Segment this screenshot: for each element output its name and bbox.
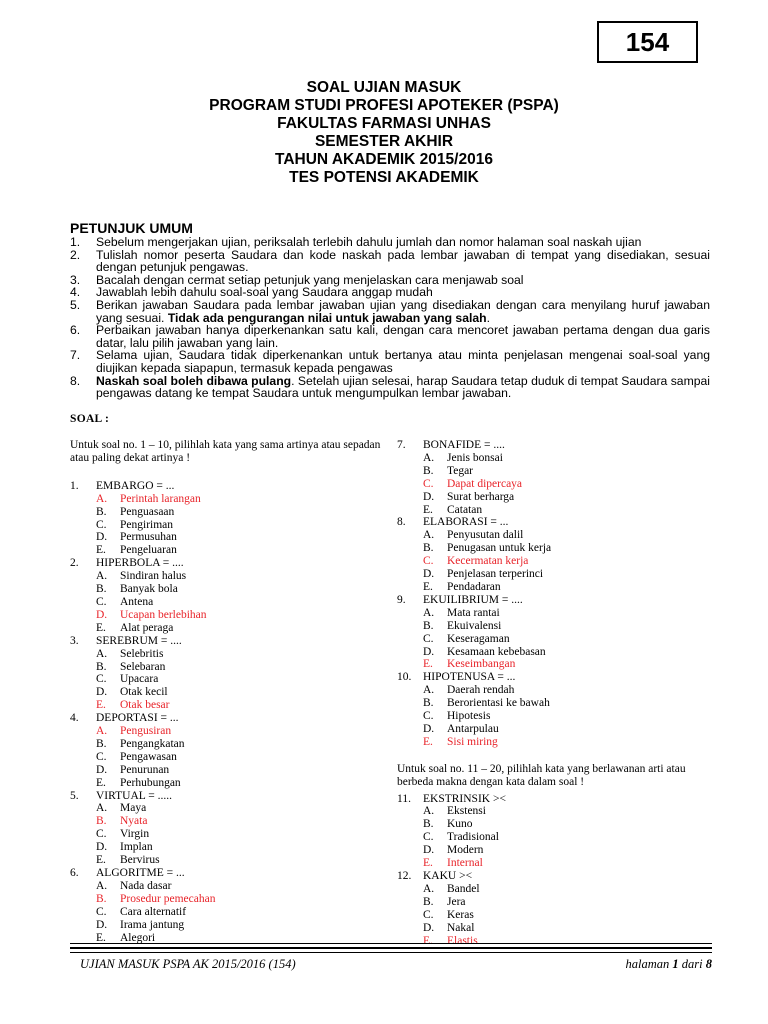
option <box>397 568 715 581</box>
option <box>397 844 715 857</box>
instruction-11-20: Untuk soal no. 11 – 20, pilihlah kata yang berlawanan arti atau berbeda makna dengan kata dalam soal ! <box>397 762 686 788</box>
option-text: Alegori <box>120 931 156 944</box>
petunjuk-number: 4. <box>70 285 81 300</box>
question-text: BONAFIDE = .... <box>423 439 505 451</box>
footer-page-number <box>626 957 712 972</box>
petunjuk-item <box>70 299 710 324</box>
question-stem <box>397 671 715 684</box>
page-prefix: halaman <box>625 957 673 971</box>
petunjuk-text <box>96 299 710 324</box>
option-text: Otak kecil <box>120 686 168 699</box>
petunjuk-text-tail: . <box>486 310 490 325</box>
question-number: 4. <box>70 712 79 725</box>
option-text: Internal <box>447 857 483 870</box>
option-letter: D. <box>96 686 108 699</box>
option-text: Virgin <box>120 828 150 841</box>
option <box>70 777 388 790</box>
answer-option <box>70 815 388 828</box>
question-stem <box>70 790 388 803</box>
question-number: 8. <box>397 516 406 529</box>
option-letter: A. <box>423 606 435 619</box>
petunjuk-number: 3. <box>70 272 81 287</box>
question-text: EKSTRINSIK >< <box>423 792 506 805</box>
option <box>70 531 388 544</box>
petunjuk-item <box>70 249 710 274</box>
option-letter: E. <box>96 699 106 712</box>
option <box>397 633 715 646</box>
option-letter: B. <box>423 542 434 555</box>
option-letter: C. <box>96 518 107 531</box>
option-letter: D. <box>423 921 435 934</box>
option <box>397 452 715 465</box>
option-text: Maya <box>120 802 147 815</box>
option <box>70 583 388 596</box>
option-text: Penyusutan dalil <box>447 529 524 542</box>
option-text: Ucapan berlebihan <box>120 608 207 621</box>
question-text: ALGORITME = ... <box>96 867 185 879</box>
option-letter: E. <box>96 776 106 789</box>
option-text: Kecermatan kerja <box>447 555 529 568</box>
option-text: Banyak bola <box>120 583 178 596</box>
option-text: Surat berharga <box>447 490 515 503</box>
question-stem <box>397 793 715 806</box>
petunjuk-list <box>70 236 710 400</box>
option <box>70 544 388 557</box>
petunjuk-text-bold: Naskah soal boleh dibawa pulang <box>96 373 292 388</box>
question-number: 9. <box>397 593 406 606</box>
answer-option <box>70 893 388 906</box>
option-text: Selebritis <box>120 647 164 660</box>
option-text: Daerah rendah <box>447 684 515 697</box>
option-text: Prosedur pemecahan <box>120 892 216 905</box>
option-letter: C. <box>423 555 434 568</box>
option-letter: B. <box>423 818 434 831</box>
petunjuk-number: 1. <box>70 235 81 249</box>
option-letter: B. <box>423 619 434 632</box>
option-letter: C. <box>423 831 434 844</box>
footer-divider <box>70 948 712 953</box>
petunjuk-text: Perbaikan jawaban hanya diperkenankan satu kali, dengan cara mencoret jawaban pertama dengan dua garis datar, lalu pilih jawaban yang lain. <box>96 323 710 350</box>
option-letter: B. <box>96 660 107 673</box>
option-text: Hipotesis <box>447 710 491 723</box>
option <box>397 818 715 831</box>
option-text: Upacara <box>120 673 159 686</box>
option-letter: D. <box>96 608 108 621</box>
option-text: Ekstensi <box>447 805 486 818</box>
exam-code-box <box>597 21 698 63</box>
question-stem <box>70 867 388 880</box>
option-text: Mata rantai <box>447 606 500 619</box>
answer-option <box>70 493 388 506</box>
question-text: HIPOTENUSA = ... <box>423 671 516 684</box>
option-text: Jenis bonsai <box>447 451 503 464</box>
option <box>70 519 388 532</box>
option-text: Keras <box>447 908 474 921</box>
option-letter: C. <box>423 632 434 645</box>
option-letter: A. <box>423 684 435 697</box>
option <box>397 684 715 697</box>
option-text: Pengawasan <box>120 750 177 763</box>
questions-left-column <box>70 439 388 944</box>
answer-option <box>397 658 715 671</box>
question-text: EMBARGO = ... <box>96 479 175 492</box>
option-letter: A. <box>96 725 108 738</box>
question-text: SEREBRUM = .... <box>96 634 182 647</box>
option <box>70 751 388 764</box>
option-letter: E. <box>423 857 433 870</box>
option <box>397 831 715 844</box>
question-stem <box>397 594 715 607</box>
option-text: Modern <box>447 844 484 857</box>
question-stem <box>70 635 388 648</box>
option-letter: E. <box>423 580 433 593</box>
option <box>397 909 715 922</box>
exam-code: 154 <box>625 26 670 57</box>
option-letter: E. <box>423 658 433 671</box>
title-line: TAHUN AKADEMIK 2015/2016 <box>275 151 493 168</box>
option-letter: B. <box>96 583 107 596</box>
option <box>70 764 388 777</box>
option-letter: B. <box>96 815 107 828</box>
option-text: Penguasaan <box>120 505 175 518</box>
option-text: Keseimbangan <box>447 658 516 671</box>
option-letter: B. <box>96 737 107 750</box>
option-text: Antarpulau <box>447 722 499 735</box>
option-letter: C. <box>96 828 107 841</box>
option-letter: D. <box>423 645 435 658</box>
question-text: VIRTUAL = ..... <box>96 789 172 802</box>
option-text: Ekuivalensi <box>447 619 502 632</box>
option-letter: C. <box>96 905 107 918</box>
option-letter: E. <box>96 931 106 944</box>
question-stem <box>397 870 715 883</box>
option-text: Berorientasi ke bawah <box>447 697 550 710</box>
answer-option <box>397 736 715 749</box>
option <box>397 710 715 723</box>
instruction-1-10: Untuk soal no. 1 – 10, pilihlah kata yang sama artinya atau sepadan atau paling dekat artinya ! <box>70 439 381 464</box>
option-letter: B. <box>423 697 434 710</box>
option <box>397 465 715 478</box>
answer-option <box>397 555 715 568</box>
petunjuk-text <box>96 375 710 400</box>
option-letter: B. <box>96 505 107 518</box>
option-text: Kuno <box>447 818 473 831</box>
option-letter: D. <box>423 490 435 503</box>
question-number: 2. <box>70 557 79 570</box>
petunjuk-text-bold: Tidak ada pengurangan nilai untuk jawaban yang salah <box>164 310 487 325</box>
option <box>70 686 388 699</box>
question-stem <box>70 480 388 493</box>
option-text: Tradisional <box>447 831 499 844</box>
petunjuk-number: 8. <box>70 373 81 388</box>
option-letter: B. <box>96 892 107 905</box>
option-letter: C. <box>423 710 434 723</box>
option <box>70 738 388 751</box>
option-text: Pengiriman <box>120 518 174 531</box>
option-letter: E. <box>96 854 106 867</box>
option-letter: A. <box>423 882 435 895</box>
option-letter: A. <box>96 802 108 815</box>
option <box>70 596 388 609</box>
option-letter: E. <box>96 621 106 634</box>
answer-option <box>70 609 388 622</box>
option-letter: D. <box>423 722 435 735</box>
option <box>397 896 715 909</box>
option-letter: D. <box>96 841 108 854</box>
option-letter: B. <box>423 464 434 477</box>
question-number: 11. <box>397 792 411 805</box>
petunjuk-number: 7. <box>70 348 81 363</box>
option-letter: D. <box>96 531 108 544</box>
option <box>70 506 388 519</box>
option-letter: A. <box>96 492 108 505</box>
option-letter: E. <box>96 544 106 557</box>
option-letter: C. <box>423 477 434 490</box>
option <box>70 906 388 919</box>
question-number: 5. <box>70 789 79 802</box>
petunjuk-heading: PETUNJUK UMUM <box>70 220 193 236</box>
option-text: Irama jantung <box>120 918 185 931</box>
petunjuk-item <box>70 236 710 249</box>
title-line: TES POTENSI AKADEMIK <box>289 169 479 186</box>
option <box>397 607 715 620</box>
option <box>70 880 388 893</box>
option-letter: A. <box>96 647 108 660</box>
option <box>70 854 388 867</box>
petunjuk-number: 2. <box>70 247 81 262</box>
question-text: DEPORTASI = ... <box>96 712 179 725</box>
option-text: Penjelasan terperinci <box>447 568 544 581</box>
option-letter: C. <box>96 595 107 608</box>
option-text: Nada dasar <box>120 879 172 892</box>
option-letter: D. <box>423 844 435 857</box>
option-text: Catatan <box>447 503 483 516</box>
option-letter: C. <box>96 750 107 763</box>
petunjuk-text-main: . Setelah ujian selesai, harap Saudara tetap duduk di tempat Saudara sampai pengawas datang ke tempat Saudara untuk mengumpulkan lembar jawaban. <box>96 373 710 401</box>
answer-option <box>397 857 715 870</box>
petunjuk-text: Jawablah lebih dahulu soal-soal yang Saudara anggap mudah <box>96 285 433 300</box>
option-letter: C. <box>423 908 434 921</box>
option-text: Nyata <box>120 815 148 828</box>
option <box>70 648 388 661</box>
petunjuk-item <box>70 375 710 400</box>
petunjuk-item <box>70 349 710 374</box>
option <box>70 570 388 583</box>
option <box>397 581 715 594</box>
option <box>70 622 388 635</box>
petunjuk-text: Bacalah dengan cermat setiap petunjuk yang menjelaskan cara menjawab soal <box>96 272 524 287</box>
option-letter: A. <box>96 570 108 583</box>
option-text: Cara alternatif <box>120 905 187 918</box>
option-text: Permusuhan <box>120 531 177 544</box>
option-text: Sindiran halus <box>120 570 187 583</box>
question-text: ELABORASI = ... <box>423 516 509 529</box>
question-text: EKUILIBRIUM = .... <box>423 593 523 606</box>
option-letter: A. <box>96 879 108 892</box>
option-text: Tegar <box>447 464 474 477</box>
option-letter: E. <box>423 934 433 947</box>
option-letter: D. <box>423 568 435 581</box>
petunjuk-number: 6. <box>70 323 81 338</box>
option-letter: B. <box>423 895 434 908</box>
option <box>397 805 715 818</box>
option-text: Otak besar <box>120 699 170 712</box>
option <box>397 542 715 555</box>
option <box>70 661 388 674</box>
option-text: Alat peraga <box>120 621 174 634</box>
title-line: SOAL UJIAN MASUK <box>306 79 462 96</box>
option <box>70 802 388 815</box>
option <box>397 646 715 659</box>
title-line: PROGRAM STUDI PROFESI APOTEKER (PSPA) <box>209 97 559 114</box>
option <box>70 828 388 841</box>
option <box>397 922 715 935</box>
option-text: Jera <box>447 895 466 908</box>
option-text: Penugasan untuk kerja <box>447 542 552 555</box>
option <box>397 723 715 736</box>
question-number: 7. <box>397 439 406 451</box>
petunjuk-text: Tulislah nomor peserta Saudara dan kode naskah pada lembar jawaban di tempat yang disediakan, sesuai dengan petunjuk pengawas. <box>96 247 710 275</box>
petunjuk-item <box>70 324 710 349</box>
option-text: Dapat dipercaya <box>447 477 523 490</box>
title-line: SEMESTER AKHIR <box>314 133 454 150</box>
page-total: 8 <box>705 957 712 971</box>
option <box>397 883 715 896</box>
option <box>397 620 715 633</box>
option <box>397 491 715 504</box>
option-text: Perhubungan <box>120 776 181 789</box>
option-text: Antena <box>120 595 154 608</box>
option-letter: C. <box>96 673 107 686</box>
option-letter: A. <box>423 805 435 818</box>
question-number: 12. <box>397 870 412 882</box>
option-text: Pengangkatan <box>120 737 185 750</box>
petunjuk-number: 5. <box>70 297 81 312</box>
question-stem <box>397 516 715 529</box>
document-title <box>0 79 768 187</box>
option-text: Penurunan <box>120 763 170 776</box>
option-letter: E. <box>423 735 433 748</box>
question-number: 3. <box>70 634 79 647</box>
option-text: Elastis <box>447 934 478 947</box>
title-line: FAKULTAS FARMASI UNHAS <box>277 115 491 132</box>
option-text: Pendadaran <box>447 580 501 593</box>
petunjuk-text-main: Berikan jawaban Saudara pada lembar jawaban ujian yang disediakan dengan cara menyilang huruf jawaban yang sesuai. <box>96 297 710 325</box>
page-current: 1 <box>672 957 679 971</box>
option-letter: A. <box>423 451 435 464</box>
option-letter: D. <box>96 918 108 931</box>
page-mid: dari <box>678 957 706 971</box>
question-text: HIPERBOLA = .... <box>96 557 184 570</box>
soal-heading: SOAL : <box>70 413 110 425</box>
option <box>397 529 715 542</box>
option-text: Implan <box>120 841 153 854</box>
option-text: Nakal <box>447 921 475 934</box>
option-letter: A. <box>423 529 435 542</box>
petunjuk-text: Sebelum mengerjakan ujian, periksalah terlebih dahulu jumlah dan nomor halaman soal naskah ujian <box>96 235 642 249</box>
option-text: Kesamaan kebebasan <box>447 645 546 658</box>
option-text: Keseragaman <box>447 632 510 645</box>
option-letter: E. <box>423 503 433 516</box>
footer-exam-label: UJIAN MASUK PSPA AK 2015/2016 (154) <box>80 957 296 971</box>
question-stem <box>70 557 388 570</box>
option <box>70 673 388 686</box>
questions-right-column <box>397 439 715 947</box>
option-text: Pengeluaran <box>120 544 177 557</box>
option-text: Bandel <box>447 882 480 895</box>
option-text: Pengusiran <box>120 725 172 738</box>
question-number: 6. <box>70 867 79 879</box>
option-letter: D. <box>96 763 108 776</box>
answer-option <box>397 478 715 491</box>
option-text: Perintah larangan <box>120 492 201 505</box>
question-number: 1. <box>70 479 79 492</box>
answer-option <box>70 699 388 712</box>
petunjuk-text: Selama ujian, Saudara tidak diperkenankan untuk bertanya atau minta penjelasan mengenai soal-soal yang diujikan kepada siapapun, termasuk kepada pengawas <box>96 348 710 375</box>
option <box>397 504 715 517</box>
question-stem <box>397 439 715 452</box>
question-text: KAKU >< <box>423 870 473 882</box>
option-text: Bervirus <box>120 854 160 867</box>
option-text: Selebaran <box>120 660 166 673</box>
question-number: 10. <box>397 671 412 684</box>
option-text: Sisi miring <box>447 735 498 748</box>
question-stem <box>70 712 388 725</box>
option <box>70 841 388 854</box>
option <box>397 697 715 710</box>
option <box>70 919 388 932</box>
answer-option <box>70 725 388 738</box>
